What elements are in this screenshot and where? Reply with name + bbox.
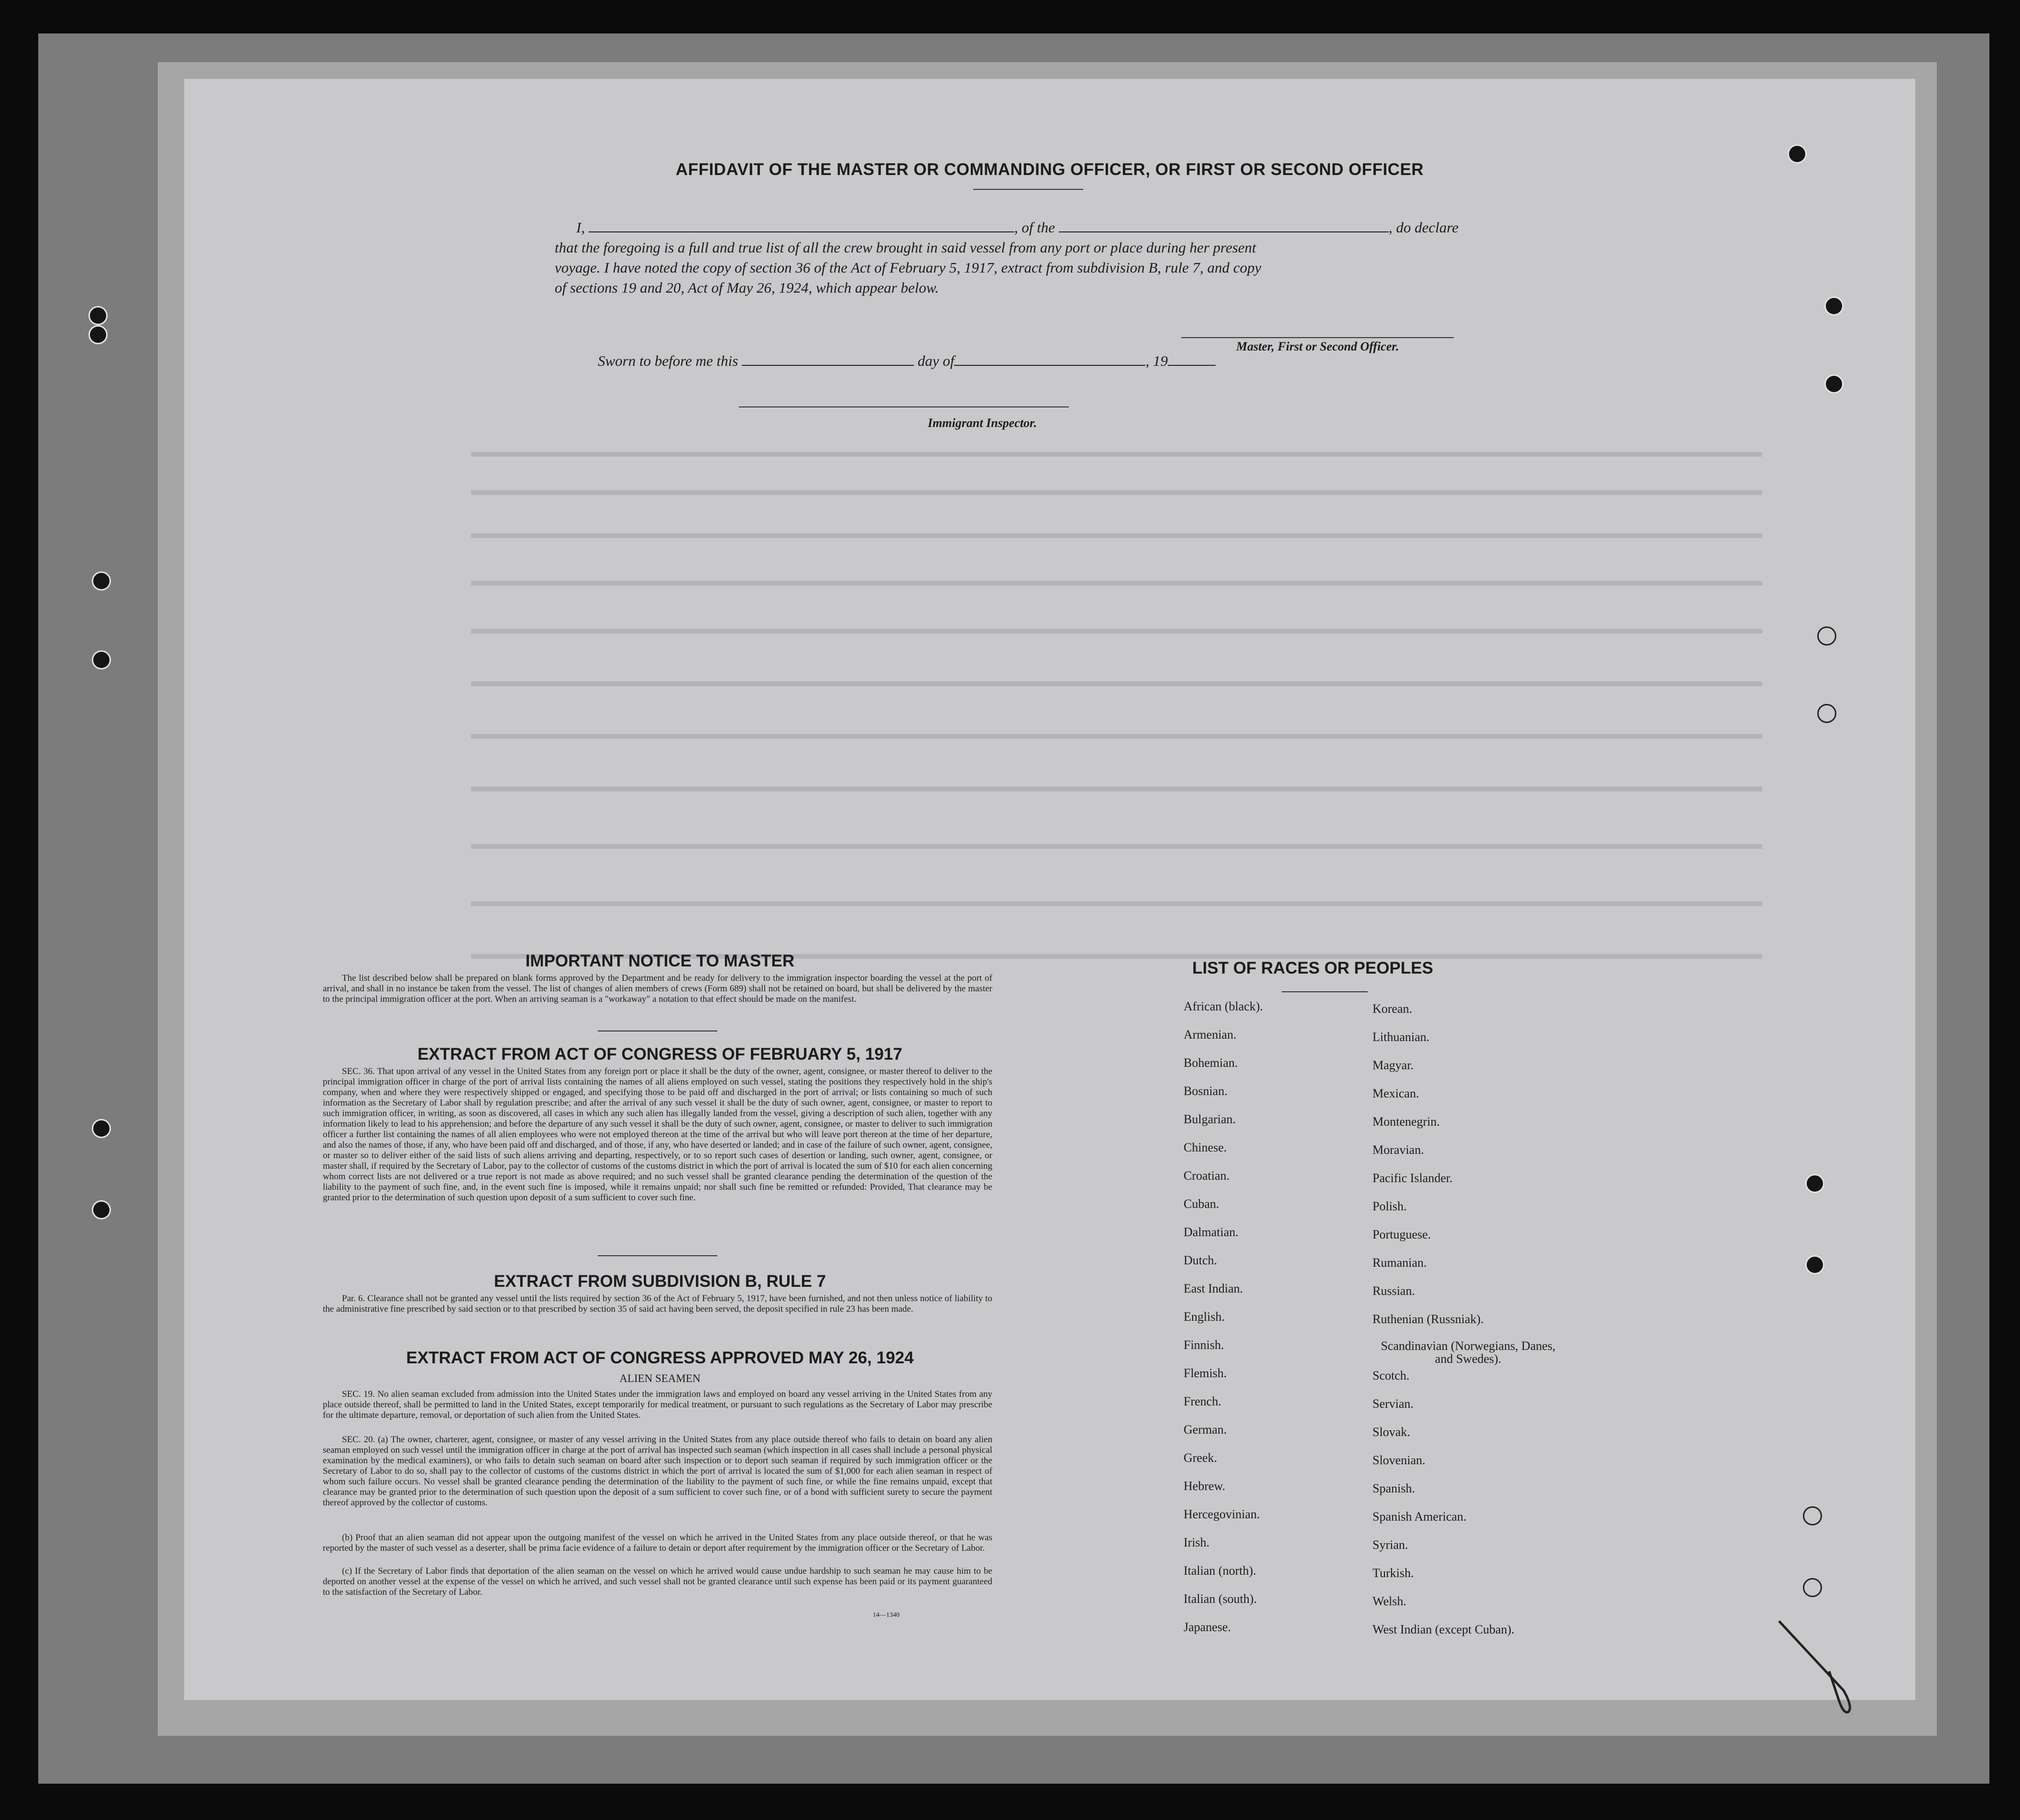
race-item: Bosnian. [1184, 1084, 1228, 1098]
binder-hole-icon [92, 1119, 111, 1138]
alien-seamen-subtitle: ALIEN SEAMEN [619, 1372, 701, 1384]
race-item: Scandinavian (Norwegians, Danes, and Swedes). [1381, 1339, 1556, 1366]
form-number: 14—1340 [873, 1612, 900, 1619]
extract-1917-title: EXTRACT FROM ACT OF CONGRESS OF FEBRUARY 5, 1917 [417, 1045, 902, 1063]
race-item: Korean. [1372, 1002, 1413, 1016]
binder-hole-icon [92, 650, 111, 669]
bleed-through [471, 533, 1762, 538]
notice-title: IMPORTANT NOTICE TO MASTER [525, 952, 795, 970]
race-item: Turkish. [1372, 1566, 1414, 1580]
race-item: Mexican. [1372, 1086, 1419, 1100]
master-caption: Master, First or Second Officer. [1236, 340, 1399, 353]
bleed-through [471, 581, 1762, 586]
affidavit-declare: , do declare [1388, 219, 1459, 236]
race-item: Moravian. [1372, 1143, 1424, 1157]
race-item: Syrian. [1372, 1538, 1408, 1552]
sworn-label: Sworn to before me this [598, 352, 738, 369]
extract-1917-body: SEC. 36. That upon arrival of any vessel in the United States from any foreign port or place it shall be the duty of the owner, agent, consignee, or master thereof to deliver to the principal immigration officer in charge of the port of arrival lists containing the names of all aliens employed on such vessel, stating the positions they respectively hold in the ship's company, when and where they were respectively shipped or engaged, and specifying those to be paid off and discharged in the port of arrival; or lists containing so much of such information as the Secretary of Labor shall by regulation prescribe; and after the arrival of any such vessel it shall be the duty of such owner, agent, consignee, or master to report to such immigration officer, in writing, as soon as discovered, all cases in which any such alien has illegally landed from the vessel, giving a description of such alien, together with any information likely to lead to his apprehension; and before the departure of any such vessel it shall be the duty of such owner, agent, consignee, or master to deliver to such immigration officer a further list containing the names of all alien employees who were not employed thereon at the time of the arrival but who will leave port thereon at the time of her departure, and also the names of those, if any, who have been paid off and discharged, and of those, if any, who have deserted or landed; and in case of the failure of such owner, agent, consignee, or master so to deliver either of the said lists of such aliens arriving and departing, respectively, or to so report such cases of desertion or landing, such owner, agent, consignee, or master shall, if required by the Secretary of Labor, pay to the collector of customs of the customs district in which the port of arrival is located the sum of $10 for each alien concerning whom correct lists are not delivered or a true report is not made as above required; and no such vessel shall be granted clearance pending the determination of the question of the liability to the payment of such fine, and, in the event such fine is imposed, while it remains unpaid; nor shall such fine be remitted or refunded: Provided, That clearance may be granted prior to the determination of such question upon deposit of a sum sufficient to cover such fine. [323, 1066, 992, 1203]
affidavit-title: AFFIDAVIT OF THE MASTER OR COMMANDING OFFICER, OR FIRST OR SECOND OFFICER [675, 160, 1424, 179]
race-item: Dutch. [1184, 1253, 1218, 1267]
race-item: Greek. [1184, 1451, 1218, 1465]
rule7-body: Par. 6. Clearance shall not be granted any vessel until the lists required by section 36 of the Act of February 5, 1917, have been furnished, and not then unless notice of liability to the administrative fine prescribed by said section or to that prescribed by section 35 of said act having been served, the deposit specified in rule 23 has been made. [323, 1294, 992, 1314]
binder-hole-icon [1803, 1578, 1822, 1597]
race-item: Magyar. [1372, 1058, 1414, 1072]
race-item: Italian (south). [1184, 1592, 1257, 1606]
extract-1924-sec20a: SEC. 20. (a) The owner, charterer, agent, consignee, or master of any vessel arriving in the United States from any place outside thereof who fails to detain on board any alien seaman employed on such vessel until the immigration officer in charge at the port of arrival has inspected such seaman (which inspection in all cases shall include a personal physical examination by the medical examiners), or who fails to detain such seaman on board after such inspection or to deport such seaman if required by such immigration officer or the Secretary of Labor to do so, shall pay to the collector of customs of the customs district in which the port of arrival is located the sum of $1,000 for each alien seaman in respect of whom such failure occurs. No vessel shall be granted clearance pending the determination of the liability to the payment of such fine, or while the fine remains unpaid, except that clearance may be granted prior to the determination of such question upon the deposit of a sum sufficient to cover such fine, or of a bond with sufficient surety to secure the payment thereof approved by the collector of customs. [323, 1435, 992, 1508]
binder-hole-icon [88, 306, 108, 325]
race-item: French. [1184, 1394, 1221, 1408]
master-name-field[interactable] [589, 218, 1014, 232]
binder-hole-icon [92, 1200, 111, 1219]
race-item: Hercegovinian. [1184, 1507, 1260, 1521]
binder-hole-icon [1824, 374, 1844, 394]
race-item: Spanish American. [1372, 1510, 1467, 1524]
race-item: Croatian. [1184, 1169, 1230, 1183]
binder-hole-icon [1824, 296, 1844, 316]
race-item: Polish. [1372, 1199, 1407, 1213]
race-item: English. [1184, 1310, 1225, 1324]
race-item: Ruthenian (Russniak). [1372, 1312, 1484, 1326]
extract-1924-sec20c: (c) If the Secretary of Labor finds that deportation of the alien seaman on the vessel on which he arrived would cause undue hardship to such seaman he may cause him to be deported on another vessel at the expense of the vessel on which he arrived, and such vessel shall not be granted clearance until such expense has been paid or its payment guaranteed to the satisfaction of the Secretary of Labor. [323, 1566, 992, 1597]
race-item: Dalmatian. [1184, 1225, 1239, 1239]
race-item: German. [1184, 1423, 1227, 1436]
affidavit-line-4: of sections 19 and 20, Act of May 26, 1924, which appear below. [555, 279, 939, 296]
binder-hole-icon [1803, 1506, 1822, 1525]
race-item: Bohemian. [1184, 1056, 1238, 1070]
binder-hole-icon [1817, 704, 1836, 723]
extract-1924-sec20b: (b) Proof that an alien seaman did not appear upon the outgoing manifest of the vessel on which he arrived in the United States from any place outside thereof, or that he was reported by the master of such vessel as a deserter, shall be prima facie evidence of a failure to detain or deport after requirement by the immigration officer or the Secretary of Labor. [323, 1533, 992, 1553]
race-item: West Indian (except Cuban). [1372, 1623, 1515, 1636]
race-item: Lithuanian. [1372, 1030, 1430, 1044]
sworn-line [598, 351, 1216, 370]
bleed-through [471, 844, 1762, 849]
race-item: Montenegrin. [1372, 1115, 1440, 1129]
binder-hole-icon [1817, 626, 1836, 646]
affidavit-of: , of the [1014, 219, 1055, 236]
affidavit-line-2: that the foregoing is a full and true list of all the crew brought in said vessel from any port or place during her present [555, 239, 1256, 256]
divider [1282, 991, 1368, 992]
affidavit-line-3: voyage. I have noted the copy of section 36 of the Act of February 5, 1917, extract from subdivision B, rule 7, and copy [555, 259, 1262, 276]
year-label: , 19 [1145, 352, 1168, 369]
affidavit-statement [555, 218, 1669, 298]
race-item: Russian. [1372, 1284, 1415, 1298]
race-item: African (black). [1184, 999, 1263, 1013]
inspector-caption: Immigrant Inspector. [928, 416, 1037, 430]
pencil-mark-icon [1777, 1619, 1858, 1719]
sworn-month-field[interactable] [954, 351, 1145, 366]
binder-hole-icon [1805, 1174, 1824, 1193]
race-item: Hebrew. [1184, 1479, 1226, 1493]
divider [598, 1255, 717, 1256]
sworn-year-field[interactable] [1168, 351, 1216, 366]
binder-hole-icon [92, 571, 111, 591]
binder-hole-icon [1805, 1255, 1824, 1274]
races-title: LIST OF RACES OR PEOPLES [1192, 959, 1433, 977]
bleed-through [471, 681, 1762, 686]
day-of-label: day of [917, 352, 955, 369]
race-item: Rumanian. [1372, 1256, 1427, 1270]
binder-hole-icon [88, 325, 108, 344]
race-item: Chinese. [1184, 1140, 1227, 1154]
race-item: Irish. [1184, 1535, 1210, 1549]
race-item: Slovenian. [1372, 1453, 1426, 1467]
race-item: Bulgarian. [1184, 1112, 1236, 1126]
race-item: Scotch. [1372, 1369, 1410, 1382]
bleed-through [471, 629, 1762, 634]
race-item: Welsh. [1372, 1594, 1406, 1608]
race-item: Portuguese. [1372, 1228, 1431, 1241]
race-item: East Indian. [1184, 1282, 1243, 1295]
race-item: Finnish. [1184, 1338, 1224, 1352]
race-item: Armenian. [1184, 1028, 1237, 1042]
affidavit-i: I, [576, 219, 585, 236]
sworn-day-field[interactable] [742, 351, 914, 366]
bleed-through [471, 490, 1762, 495]
inspector-signature-line[interactable] [739, 406, 1069, 407]
vessel-name-field[interactable] [1059, 218, 1389, 232]
master-signature-line[interactable] [1181, 337, 1454, 338]
binder-hole-icon [1788, 144, 1807, 164]
extract-1924-sec19: SEC. 19. No alien seaman excluded from admission into the United States under the immigration laws and employed on board any vessel arriving in the United States from any place outside thereof, shall be permitted to land in the United States, except temporarily for medical treatment, or pursuant to such regulations as the Secretary of Labor may prescribe for the ultimate departure, removal, or deportation of such alien from the United States. [323, 1389, 992, 1420]
race-item: Spanish. [1372, 1481, 1415, 1495]
bleed-through [471, 452, 1762, 457]
race-item: Servian. [1372, 1397, 1414, 1411]
race-item: Japanese. [1184, 1620, 1231, 1634]
document-page [184, 79, 1915, 1700]
race-item: Flemish. [1184, 1366, 1227, 1380]
race-item: Cuban. [1184, 1197, 1219, 1211]
extract-1924-title: EXTRACT FROM ACT OF CONGRESS APPROVED MAY 26, 1924 [406, 1349, 914, 1367]
divider [973, 189, 1083, 190]
bleed-through [471, 901, 1762, 906]
rule7-title: EXTRACT FROM SUBDIVISION B, RULE 7 [494, 1272, 826, 1291]
race-item: Pacific Islander. [1372, 1171, 1453, 1185]
race-item: Slovak. [1372, 1425, 1410, 1439]
bleed-through [471, 787, 1762, 791]
race-item: Italian (north). [1184, 1564, 1256, 1578]
bleed-through [471, 734, 1762, 739]
notice-body: The list described below shall be prepared on blank forms approved by the Department and be ready for delivery to the immigration inspector boarding the vessel at the port of arrival, and shall in no instance be taken from the vessel. The list of changes of alien members of crews (Form 689) shall not be retained on board, but shall be delivered by the master to the principal immigration officer at the port. When an arriving seaman is a "workaway" a notation to that effect should be made on the manifest. [323, 973, 992, 1004]
